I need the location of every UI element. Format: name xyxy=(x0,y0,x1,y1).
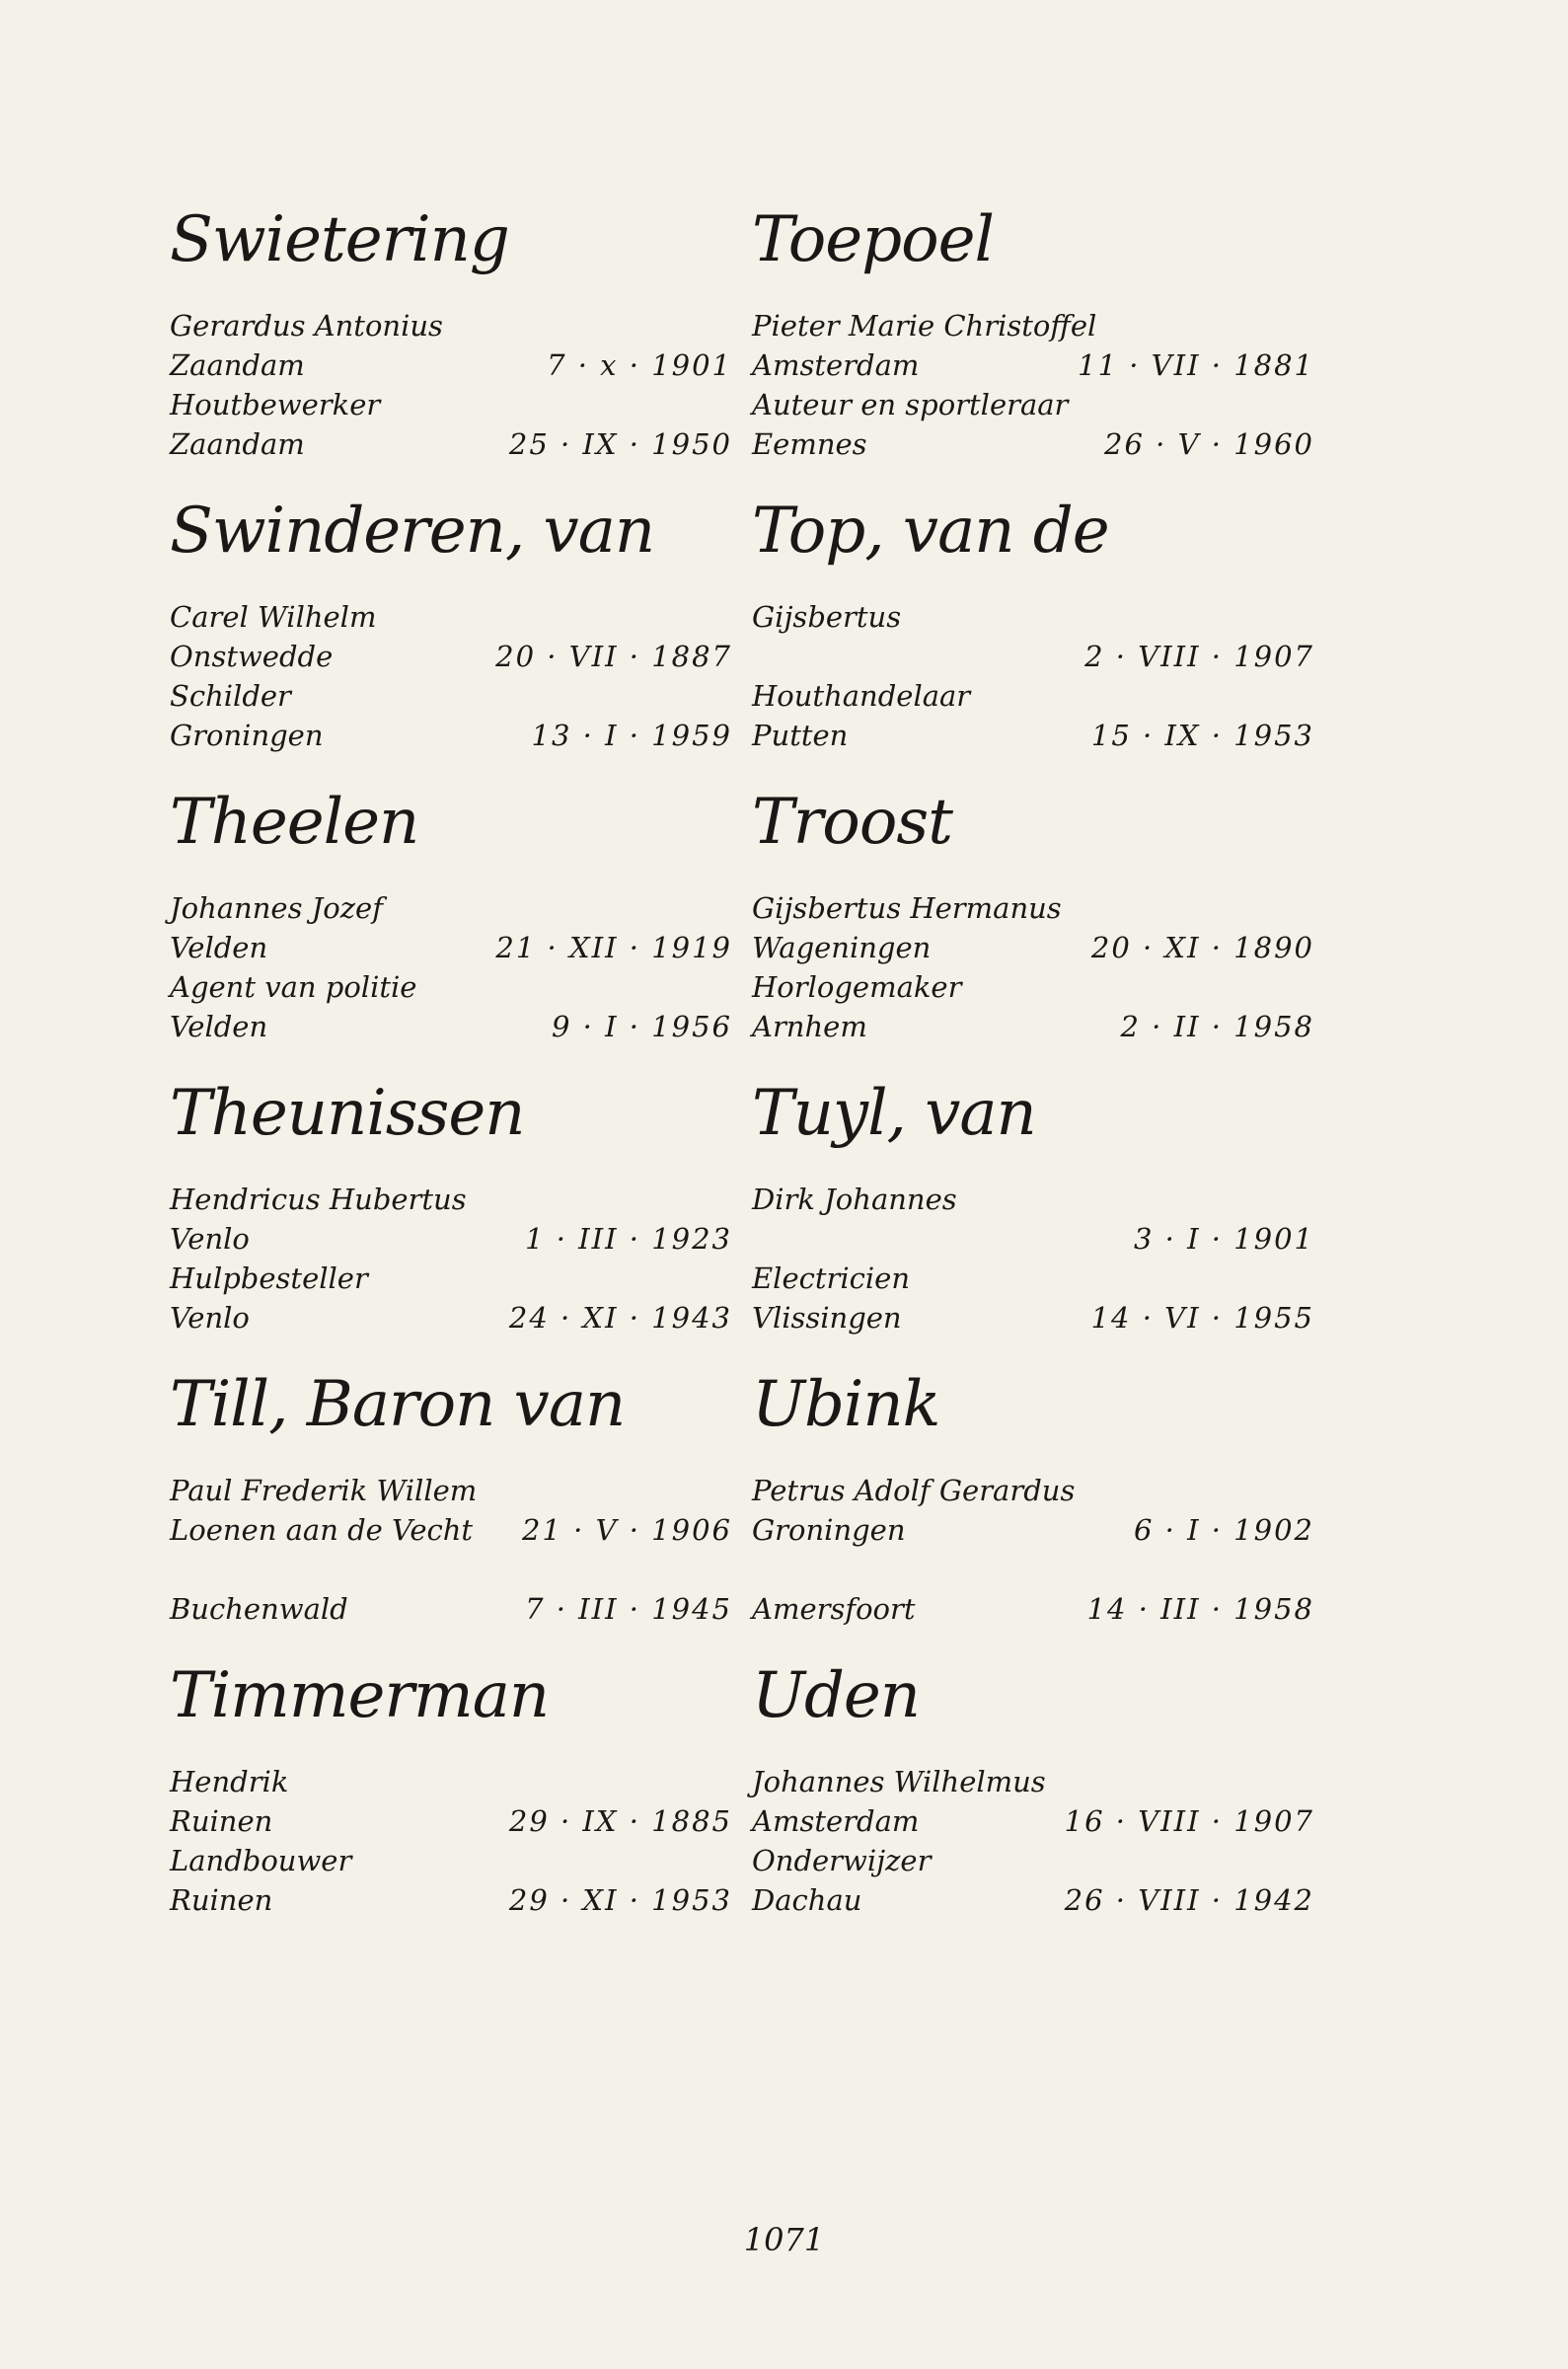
death-date: 25 · IX · 1950 xyxy=(508,427,732,461)
given-names: Hendricus Hubertus xyxy=(170,1183,467,1216)
birth-date: 3 · I · 1901 xyxy=(1133,1222,1314,1256)
surname: Swinderen, van xyxy=(170,495,655,568)
deathplace: Venlo xyxy=(170,1301,250,1335)
birth-date: 7 · x · 1901 xyxy=(547,348,732,382)
death-date: 26 · V · 1960 xyxy=(1104,427,1314,461)
death-date: 15 · IX · 1953 xyxy=(1090,719,1314,752)
birth-date: 20 · VII · 1887 xyxy=(495,640,732,673)
deathplace: Zaandam xyxy=(170,427,305,461)
surname: Top, van de xyxy=(752,495,1109,568)
deathplace: Putten xyxy=(752,719,849,752)
surname: Swietering xyxy=(170,203,509,276)
entry xyxy=(752,1362,1314,1653)
occupation: Hulpbesteller xyxy=(170,1261,368,1295)
given-names: Pieter Marie Christoffel xyxy=(752,309,1097,343)
birth-date: 1 · III · 1923 xyxy=(525,1222,732,1256)
death-date: 24 · XI · 1943 xyxy=(508,1301,732,1335)
surname: Till, Baron van xyxy=(170,1368,626,1441)
birth-date: 21 · XII · 1919 xyxy=(495,931,732,964)
given-names: Paul Frederik Willem xyxy=(170,1474,478,1507)
occupation: Auteur en sportleraar xyxy=(752,388,1069,421)
death-date: 14 · III · 1958 xyxy=(1086,1592,1314,1626)
surname: Uden xyxy=(752,1659,920,1732)
entry xyxy=(170,1653,732,1945)
page-number: 1071 xyxy=(743,2221,825,2258)
birthplace: Groningen xyxy=(752,1513,906,1547)
entry xyxy=(170,489,732,780)
deathplace: Buchenwald xyxy=(170,1592,348,1626)
death-date: 7 · III · 1945 xyxy=(525,1592,732,1626)
entry xyxy=(170,1362,732,1653)
birth-date: 6 · I · 1902 xyxy=(1133,1513,1314,1547)
death-date: 14 · VI · 1955 xyxy=(1090,1301,1314,1335)
deathplace: Arnhem xyxy=(752,1010,867,1043)
death-date: 2 · II · 1958 xyxy=(1120,1010,1314,1043)
birthplace: Ruinen xyxy=(170,1804,273,1838)
occupation: Landbouwer xyxy=(170,1844,352,1877)
given-names: Gijsbertus xyxy=(752,600,902,634)
deathplace: Velden xyxy=(170,1010,268,1043)
occupation: Schilder xyxy=(170,679,291,713)
birth-date: 29 · IX · 1885 xyxy=(508,1804,732,1838)
birthplace: Amsterdam xyxy=(752,348,920,382)
surname: Troost xyxy=(752,786,952,859)
occupation: Houtbewerker xyxy=(170,388,381,421)
deathplace: Ruinen xyxy=(170,1883,273,1917)
deathplace: Eemnes xyxy=(752,427,867,461)
birthplace: Onstwedde xyxy=(170,640,334,673)
death-date: 26 · VIII · 1942 xyxy=(1064,1883,1314,1917)
birthplace: Amsterdam xyxy=(752,1804,920,1838)
surname: Theunissen xyxy=(170,1077,525,1150)
birthplace: Velden xyxy=(170,931,268,964)
surname: Timmerman xyxy=(170,1659,550,1732)
given-names: Gerardus Antonius xyxy=(170,309,443,343)
death-date: 29 · XI · 1953 xyxy=(508,1883,732,1917)
deathplace: Dachau xyxy=(752,1883,862,1917)
given-names: Petrus Adolf Gerardus xyxy=(752,1474,1076,1507)
deathplace: Vlissingen xyxy=(752,1301,902,1335)
entry xyxy=(170,780,732,1071)
occupation: Agent van politie xyxy=(170,970,417,1004)
entry xyxy=(752,1653,1314,1945)
surname: Toepoel xyxy=(752,203,994,276)
surname: Tuyl, van xyxy=(752,1077,1036,1150)
given-names: Gijsbertus Hermanus xyxy=(752,891,1062,925)
entry xyxy=(752,489,1314,780)
deathplace: Groningen xyxy=(170,719,324,752)
birth-date: 21 · V · 1906 xyxy=(522,1513,732,1547)
birth-date: 2 · VIII · 1907 xyxy=(1084,640,1314,673)
birthplace: Zaandam xyxy=(170,348,305,382)
given-names: Johannes Wilhelmus xyxy=(752,1765,1046,1798)
surname: Theelen xyxy=(170,786,419,859)
surname: Ubink xyxy=(752,1368,940,1441)
given-names: Hendrik xyxy=(170,1765,289,1798)
entry xyxy=(752,780,1314,1071)
occupation: Houthandelaar xyxy=(752,679,971,713)
given-names: Dirk Johannes xyxy=(752,1183,957,1216)
occupation: Onderwijzer xyxy=(752,1844,932,1877)
entry xyxy=(170,197,732,489)
entry xyxy=(752,197,1314,489)
birthplace: Wageningen xyxy=(752,931,932,964)
right-column xyxy=(752,197,1314,1945)
birth-date: 16 · VIII · 1907 xyxy=(1064,1804,1314,1838)
entry xyxy=(170,1071,732,1362)
deathplace: Amersfoort xyxy=(752,1592,916,1626)
occupation: Electricien xyxy=(752,1261,910,1295)
death-date: 13 · I · 1959 xyxy=(531,719,732,752)
birthplace: Loenen aan de Vecht xyxy=(170,1513,474,1547)
occupation: Horlogemaker xyxy=(752,970,962,1004)
birth-date: 11 · VII · 1881 xyxy=(1078,348,1314,382)
birthplace: Venlo xyxy=(170,1222,250,1256)
death-date: 9 · I · 1956 xyxy=(551,1010,732,1043)
left-column xyxy=(170,197,732,1945)
given-names: Carel Wilhelm xyxy=(170,600,377,634)
birth-date: 20 · XI · 1890 xyxy=(1090,931,1314,964)
given-names: Johannes Jozef xyxy=(170,891,383,925)
entry xyxy=(752,1071,1314,1362)
